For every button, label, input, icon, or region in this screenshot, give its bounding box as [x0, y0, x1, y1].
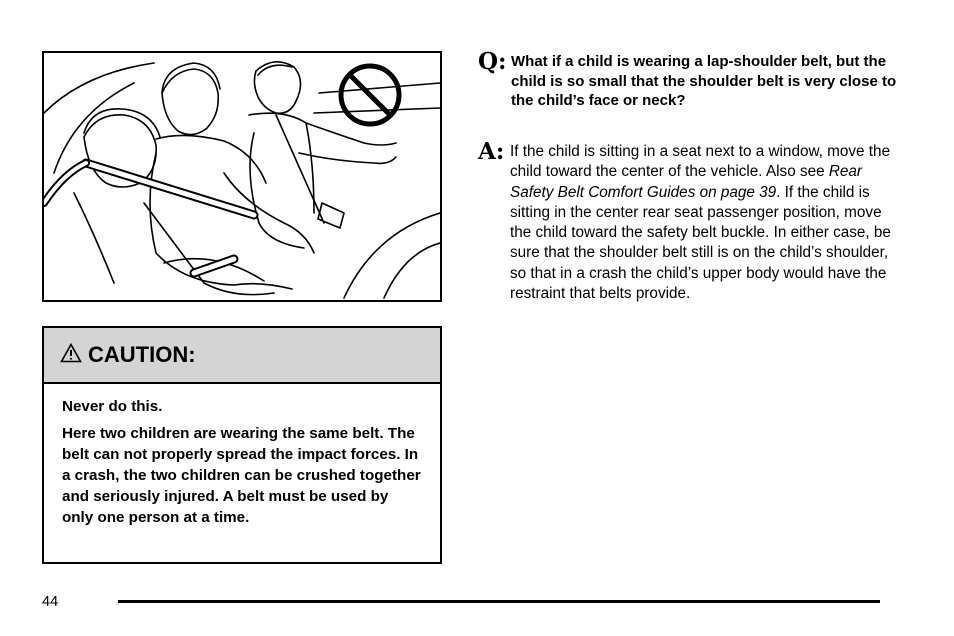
caution-body: [44, 384, 440, 528]
question-block: [478, 50, 898, 111]
answer-text-part1: If the child is sitting in a seat next to a window, move the child toward the center of the vehicle. Also see: [510, 143, 891, 181]
question-label: Q:: [478, 48, 507, 75]
page-number: 44: [42, 594, 59, 610]
caution-box: [42, 326, 442, 564]
answer-label: A:: [478, 138, 505, 165]
answer-text-part2: . If the child is sitting in the center rear seat passenger position, move the child toward the safety belt buckle. In either case, be sure that the shoulder belt still is on the child’s shoulder, so that in a crash the child’s upper body would have the restraint that belts provide.: [510, 183, 891, 303]
question-text: What if a child is wearing a lap-shoulder belt, but the child is so small that the shoulder belt is very close to the child’s face or neck?: [511, 53, 897, 109]
caution-paragraph: Never do this.: [62, 398, 163, 415]
caution-paragraph: Here two children are wearing the same belt. The belt can not properly spread the impact forces. In a crash, the two children can be crushed together and seriously injured. A belt must be used by only one person at a time.: [62, 425, 421, 526]
answer-text: [510, 140, 898, 304]
illustration-two-children-one-belt: [42, 51, 442, 302]
cross-reference-link: Rear Safety Belt Comfort Guides on page 39: [510, 163, 863, 201]
prohibited-icon: [341, 66, 399, 124]
caution-title: CAUTION:: [88, 342, 196, 367]
warning-triangle-icon: [60, 343, 82, 368]
footer-divider: [118, 600, 880, 603]
caution-header: [44, 328, 440, 384]
answer-block: [478, 140, 898, 304]
